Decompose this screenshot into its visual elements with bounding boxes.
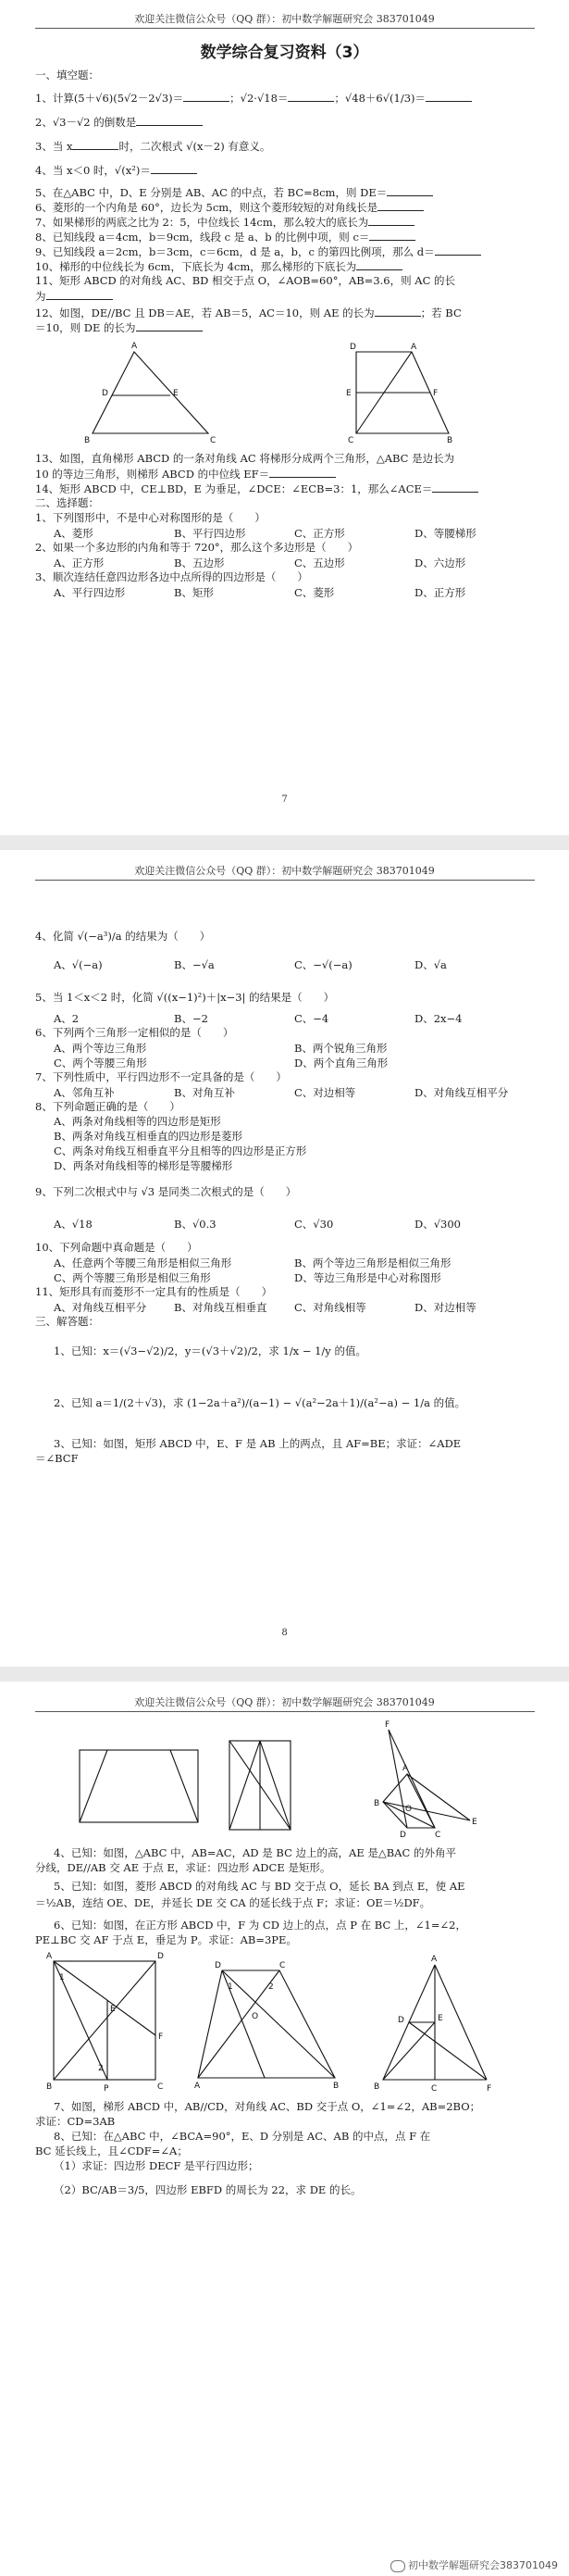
choice-6: 6、下列两个三角形一定相似的是（ ）	[35, 1026, 234, 1039]
label-f: F	[158, 2032, 164, 2042]
answer-blank[interactable]	[151, 163, 197, 174]
label-a: A	[46, 1952, 53, 1961]
question-13: 13、如图，直角梯形 ABCD 的一条对角线 AC 将梯形分成两个三角形，△ABC 是边长为	[35, 452, 455, 465]
choice-9-options	[54, 1217, 535, 1232]
section-choice: 二、选择题：	[35, 496, 99, 509]
label-o: O	[405, 1805, 413, 1814]
figure-triangle-rectangle	[229, 1732, 294, 1833]
solve-8-cont: BC 延长线上，且∠CDF=∠A；	[35, 2145, 188, 2157]
solve-5: 5、已知：如图，菱形 ABCD 的对角线 AC 与 BD 交于点 O，延长 BA 到点 E，使 AE	[54, 1880, 465, 1893]
label-a: A	[131, 342, 138, 351]
option[interactable]: A、菱形	[54, 527, 93, 540]
choice-1: 1、下列图形中，不是中心对称图形的是（ ）	[35, 511, 266, 524]
answer-blank[interactable]	[387, 185, 433, 196]
option[interactable]: C、五边形	[294, 556, 345, 569]
choice-5-options	[54, 1011, 535, 1026]
question-5: 5、在△ABC 中，D、E 分别是 AB、AC 的中点，若 BC=8cm，则 DE＝	[35, 185, 539, 200]
option[interactable]: C、−4	[294, 1012, 329, 1025]
solve-6: 6、已知：如图，在正方形 ABCD 中，F 为 CD 边上的点，点 P 在 BC 上，∠1=∠2，	[54, 1919, 466, 1932]
choice-2: 2、如果一个多边形的内角和等于 720°，那么这个多边形是（ ）	[35, 541, 359, 554]
choice-10-options-row2	[54, 1270, 535, 1285]
label-d: D	[400, 1831, 406, 1840]
label-angle-2: 2	[268, 1982, 274, 1992]
option[interactable]: B、−2	[174, 1012, 208, 1025]
solve-7: 7、如图，梯形 ABCD 中，AB//CD，对角线 AC、BD 交于点 O，∠1=∠2，AB=2BO；	[54, 2100, 481, 2113]
option[interactable]: C、对角线相等	[294, 1301, 366, 1314]
label-c: C	[157, 2082, 164, 2092]
solve-4: 4、已知：如图，△ABC 中，AB=AC，AD 是 BC 边上的高，AE 是△BAC 的外角平	[54, 1846, 456, 1859]
question-14: 14、矩形 ABCD 中，CE⊥BD，E 为垂足，∠DCE：∠ECB=3：1，那么∠ACE＝	[35, 481, 539, 496]
section-fill-in: 一、填空题：	[35, 69, 99, 81]
label-angle-2: 2	[98, 2064, 104, 2073]
choice-6-options-row1	[54, 1041, 535, 1056]
question-1: 1、计算(5＋√6)(5√2－2√3)＝ ；√2·√18＝ ；√48＋6√(1/3)＝	[35, 91, 539, 106]
label-e: E	[438, 2014, 443, 2023]
label-e: E	[110, 2005, 116, 2014]
option[interactable]: A、对角线互相平分	[54, 1301, 147, 1314]
solve-6-cont: PE⊥BC 交 AF 于点 E，垂足为 P。求证：AB=3PE。	[35, 1933, 297, 1946]
option[interactable]: D、√300	[414, 1218, 461, 1231]
label-c: C	[431, 2084, 438, 2094]
answer-blank[interactable]	[369, 230, 415, 241]
answer-blank[interactable]	[136, 320, 203, 331]
option[interactable]: B、两个等边三角形是相似三角形	[294, 1257, 451, 1269]
solve-8-part-1: （1）求证：四边形 DECF 是平行四边形；	[54, 2159, 259, 2172]
question-13-cont: 10 的等边三角形，则梯形 ABCD 的中位线 EF＝	[35, 467, 539, 481]
rectangle-abcd	[80, 1750, 198, 1822]
question-11-cont: 为	[35, 289, 539, 304]
option[interactable]: A、√18	[54, 1218, 93, 1231]
answer-blank[interactable]	[269, 467, 336, 478]
label-b: B	[374, 2082, 380, 2092]
option[interactable]: D、正方形	[414, 586, 466, 599]
choice-10: 10、下列命题中真命题是（ ）	[35, 1241, 198, 1254]
solve-8: 8、已知：在△ABC 中，∠BCA=90°，E、D 分别是 AC、AB 的中点，点 F 在	[54, 2130, 431, 2143]
solve-7-cont: 求证：CD=3AB	[35, 2115, 116, 2128]
label-b: B	[333, 2082, 340, 2091]
page-title: 数学综合复习资料（3）	[200, 44, 369, 62]
answer-blank[interactable]	[46, 289, 113, 300]
diagonal-bd	[54, 1961, 155, 2080]
option[interactable]: B、五边形	[174, 556, 225, 569]
option[interactable]: D、√a	[414, 958, 447, 971]
option[interactable]: B、矩形	[174, 586, 214, 599]
page-separator	[0, 835, 569, 850]
question-10: 10、梯形的中位线长为 6cm，下底长为 4cm，那么梯形的下底长为	[35, 259, 539, 274]
figure-right-trapezoid	[342, 343, 453, 444]
option[interactable]: A、2	[54, 1012, 80, 1025]
figure-square	[46, 1954, 167, 2093]
option[interactable]: B、−√a	[174, 958, 215, 971]
figure-trapezoid	[194, 1961, 342, 2091]
question-12-cont: ＝10，则 DE 的长为	[35, 320, 539, 335]
option[interactable]: C、正方形	[294, 527, 345, 540]
label-c: C	[348, 436, 354, 445]
label-e: E	[346, 389, 352, 398]
choice-11: 11、矩形具有而菱形不一定具有的性质是（ ）	[35, 1285, 273, 1298]
solve-1: 1、已知：x＝(√3−√2)/2，y＝(√3＋√2)/2，求 1/x − 1/y 的值。	[54, 1344, 366, 1357]
question-11: 11、矩形 ABCD 的对角线 AC、BD 相交于点 O，∠AOB=60°，AB=3.6，则 AC 的长	[35, 274, 456, 287]
watermark: 初中数学解题研究会383701049	[390, 2557, 558, 2572]
section-solve: 三、解答题：	[35, 1315, 99, 1328]
answer-blank[interactable]	[435, 244, 481, 256]
page-header: 欢迎关注微信公众号（QQ 群）：初中数学解题研究会 383701049	[134, 865, 435, 877]
option[interactable]: B、对角互补	[174, 1086, 235, 1099]
choice-11-options	[54, 1300, 535, 1315]
rhombus-abcd	[383, 1774, 435, 1828]
page-header: 欢迎关注微信公众号（QQ 群）：初中数学解题研究会 383701049	[134, 13, 435, 25]
segment-ab	[229, 1741, 260, 1830]
wechat-icon	[390, 2560, 405, 2572]
answer-blank[interactable]	[288, 91, 334, 102]
choice-9: 9、下列二次根式中与 √3 是同类二次根式的是（ ）	[35, 1185, 297, 1198]
figure-triangle-de-bc	[83, 343, 222, 444]
label-f: F	[433, 389, 439, 398]
choice-3-options	[54, 585, 535, 600]
label-b: B	[447, 436, 453, 445]
answer-blank[interactable]	[368, 215, 414, 226]
option[interactable]: B、两个锐角三角形	[294, 1042, 388, 1055]
option[interactable]: D、两条对角线相等的梯形是等腰梯形	[54, 1159, 233, 1172]
option[interactable]: C、对边相等	[294, 1086, 356, 1099]
answer-blank[interactable]	[183, 91, 229, 102]
choice-2-options	[54, 556, 535, 570]
choice-5: 5、当 1＜x＜2 时，化简 √((x−1)²)＋|x−3| 的结果是（ ）	[35, 991, 335, 1004]
label-e: E	[173, 389, 179, 398]
question-12: 12、如图，DE//BC 且 DB＝AE，若 AB＝5，AC＝10，则 AE 的长为 ；若 BC	[35, 306, 462, 319]
option[interactable]: C、菱形	[294, 586, 335, 599]
option[interactable]: B、平行四边形	[174, 527, 246, 540]
triangle-abc	[93, 352, 208, 433]
label-a: A	[411, 343, 417, 352]
answer-blank[interactable]	[136, 115, 203, 126]
page-number: 8	[281, 1628, 288, 1638]
choice-8: 8、下列命题正确的是（ ）	[35, 1100, 180, 1113]
option[interactable]: A、邻角互补	[54, 1086, 115, 1099]
solve-3: 3、已知：如图，矩形 ABCD 中，E、F 是 AB 上的两点，且 AF=BE；求证：∠ADE	[54, 1437, 462, 1450]
page-separator	[0, 1667, 569, 1682]
trapezoid-abcd	[198, 1970, 335, 2078]
answer-blank[interactable]	[377, 200, 424, 211]
option[interactable]: D、等边三角形是中心对称图形	[294, 1271, 441, 1284]
label-angle-1: 1	[59, 1973, 65, 1982]
option[interactable]: B、√0.3	[174, 1218, 216, 1231]
solve-5-cont: ＝½AB，连结 OE、DE，并延长 DE 交 CA 的延长线于点 F；求证：OE＝½DF。	[35, 1896, 431, 1909]
solve-2: 2、已知 a＝1/(2＋√3)，求 (1−2a＋a²)/(a−1) − √(a²−2a＋1)/(a²−a) − 1/a 的值。	[54, 1396, 466, 1409]
choice-10-options-row1	[54, 1256, 535, 1270]
option[interactable]: C、两个等腰三角形是相似三角形	[54, 1271, 211, 1284]
label-b: B	[46, 2082, 53, 2092]
option[interactable]: C、−√(−a)	[294, 958, 353, 971]
option[interactable]: C、两条对角线互相垂直平分且相等的四边形是正方形	[54, 1144, 307, 1157]
choice-7: 7、下列性质中，平行四边形不一定具备的是（ ）	[35, 1070, 287, 1083]
label-e: E	[472, 1818, 477, 1827]
solve-8-part-2: （2）BC/AB＝3/5，四边形 EBFD 的周长为 22，求 DE 的长。	[54, 2183, 362, 2196]
choice-4-options	[54, 957, 535, 972]
option[interactable]: A、√(−a)	[54, 958, 103, 971]
choice-3: 3、顺次连结任意四边形各边中点所得的四边形是（ ）	[35, 570, 308, 583]
question-9: 9、已知线段 a＝2cm，b＝3cm，c＝6cm，d 是 a，b，c 的第四比例项，那么 d＝	[35, 244, 539, 259]
question-6: 6、菱形的一个内角是 60°，边长为 5cm，则这个菱形较短的对角线长是	[35, 200, 539, 215]
label-d: D	[157, 1952, 164, 1961]
label-d: D	[398, 2016, 404, 2025]
label-c: C	[435, 1831, 441, 1840]
option[interactable]: A、平行四边形	[54, 586, 126, 599]
question-3: 3、当 x 时，二次根式 √(x－2) 有意义。	[35, 140, 271, 153]
question-8: 8、已知线段 a＝4cm，b＝9cm，线段 c 是 a、b 的比例中项，则 c＝	[35, 230, 539, 244]
option[interactable]: C、两个等腰三角形	[54, 1057, 147, 1069]
answer-blank[interactable]	[426, 91, 472, 102]
label-a: A	[431, 1955, 438, 1964]
question-4: 4、当 x＜0 时，√(x²)＝	[35, 163, 539, 178]
question-7: 7、如果梯形的两底之比为 2：5，中位线长 14cm，那么较大的底长为	[35, 215, 539, 230]
label-a: A	[402, 1764, 409, 1773]
solve-3-cont: ＝∠BCF	[35, 1452, 79, 1465]
figure-rectangle	[80, 1750, 200, 1824]
choice-4: 4、化简 √(−a³)/a 的结果为（ ）	[35, 930, 211, 943]
segment-af	[54, 1961, 155, 2035]
figure-rhombus	[370, 1720, 481, 1840]
label-d: D	[215, 1961, 221, 1970]
header-rule	[35, 28, 535, 29]
segment-cf	[170, 1750, 198, 1822]
label-angle-1: 1	[228, 1982, 233, 1992]
option[interactable]: C、√30	[294, 1218, 334, 1231]
answer-blank[interactable]	[375, 306, 421, 317]
choice-1-options	[54, 526, 535, 541]
option[interactable]: D、两个直角三角形	[294, 1057, 389, 1069]
segment-de	[80, 1750, 107, 1822]
header-rule	[35, 1711, 535, 1712]
option[interactable]: D、六边形	[414, 556, 466, 569]
label-b: B	[374, 1799, 380, 1808]
answer-blank[interactable]	[72, 139, 118, 150]
option[interactable]: D、对角线互相平分	[414, 1086, 509, 1099]
option[interactable]: D、等腰梯形	[414, 527, 476, 540]
segment-df	[409, 2022, 487, 2080]
label-p: P	[104, 2084, 109, 2094]
answer-blank[interactable]	[432, 481, 478, 493]
figure-right-triangle	[370, 1956, 509, 2095]
label-a: A	[194, 2082, 201, 2091]
label-f: F	[385, 1720, 390, 1730]
option[interactable]: B、两条对角线互相垂直的四边形是菱形	[54, 1130, 242, 1143]
segment-ac	[260, 1741, 291, 1830]
header-rule	[35, 880, 535, 881]
label-b: B	[84, 436, 91, 445]
option[interactable]: A、两个等边三角形	[54, 1042, 147, 1055]
solve-4-cont: 分线，DE//AB 交 AE 于点 E，求证：四边形 ADCE 是矩形。	[35, 1861, 331, 1874]
label-d: D	[350, 343, 356, 352]
label-d: D	[102, 389, 108, 398]
label-c: C	[279, 1961, 286, 1970]
option[interactable]: D、2x−4	[414, 1012, 463, 1025]
option[interactable]: A、两条对角线相等的四边形是矩形	[54, 1115, 221, 1128]
page-header: 欢迎关注微信公众号（QQ 群）：初中数学解题研究会 383701049	[134, 1696, 435, 1708]
label-c: C	[210, 436, 216, 445]
option[interactable]: D、对边相等	[414, 1301, 476, 1314]
option[interactable]: A、任意两个等腰三角形是相似三角形	[54, 1257, 232, 1269]
choice-7-options	[54, 1085, 535, 1100]
label-f: F	[487, 2084, 492, 2094]
answer-blank[interactable]	[356, 259, 402, 270]
choice-6-options-row2	[54, 1056, 535, 1070]
label-o: O	[252, 2012, 259, 2021]
question-2: 2、√3－√2 的倒数是	[35, 115, 539, 130]
option[interactable]: B、对角线互相垂直	[174, 1301, 267, 1314]
segment-eb	[383, 2022, 435, 2080]
option[interactable]: A、正方形	[54, 556, 105, 569]
page-number: 7	[281, 794, 288, 805]
